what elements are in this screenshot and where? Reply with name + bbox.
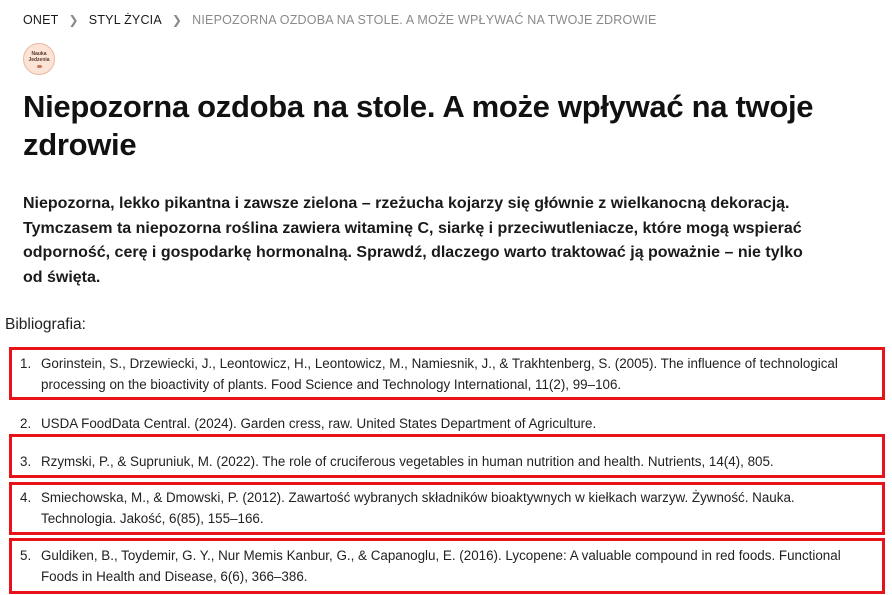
bibliography-item-number: 1. [20, 356, 32, 371]
article-title: Niepozorna ozdoba na stole. A może wpływać na twoje zdrowie [23, 89, 814, 162]
author-avatar-logo[interactable] [23, 43, 55, 75]
bibliography-item-text: Smiechowska, M., & Dmowski, P. (2012). Zawartość wybranych składników bioaktywnych w kiełkach warzyw. Żywność. Nauka. Technologia. Jakość, 6(85), 155–166. [41, 490, 795, 526]
avatar-logo-line2: Jedzenia [28, 56, 50, 63]
bibliography-item-text: Guldiken, B., Toydemir, G. Y., Nur Memis Kanbur, G., & Capanoglu, E. (2016). Lycopene: A valuable compound in red foods. Functional Foods in Health and Disease, 6(6), 366–386. [41, 548, 841, 584]
chevron-right-icon: ❯ [68, 13, 79, 27]
breadcrumb-current-article: NIEPOZORNA OZDOBA NA STOLE. A MOŻE WPŁYWAĆ NA TWOJE ZDROWIE [192, 13, 657, 27]
bibliography-item-5 [9, 538, 885, 594]
bibliography-item-4 [9, 482, 885, 535]
breadcrumb-styl-zycia[interactable]: STYL ŻYCIA [88, 13, 162, 27]
breadcrumb-onet[interactable]: ONET [23, 13, 59, 27]
logo-mark-icon [37, 65, 42, 68]
bibliography-item-text: Gorinstein, S., Drzewiecki, J., Leontowicz, H., Leontowicz, M., Namiesnik, J., & Trakhtenberg, S. (2005). The influence of technological processing on the bioactivity of plants. Food Science and Technology International, 11(2), 99–106. [41, 356, 838, 392]
bibliography-item-text: Rzymski, P., & Supruniuk, M. (2022). The role of cruciferous vegetables in human nutrition and health. Nutrients, 14(4), 805. [41, 454, 774, 469]
bibliography-item-number: 4. [20, 490, 32, 505]
bibliography-item-2 [9, 407, 885, 435]
bibliography-heading: Bibliografia: [5, 316, 86, 333]
bibliography-item-number: 5. [20, 548, 32, 563]
chevron-right-icon: ❯ [171, 13, 183, 27]
bibliography-item-text: USDA FoodData Central. (2024). Garden cress, raw. United States Department of Agriculture. [41, 416, 597, 431]
bibliography-item-1 [9, 347, 885, 400]
avatar-logo-line1: Nauka [31, 50, 47, 57]
breadcrumb [23, 12, 657, 28]
bibliography-item-number: 2. [20, 416, 32, 431]
article-lead: Niepozorna, lekko pikantna i zawsze zielona – rzeżucha kojarzy się głównie z wielkanocną dekoracją. Tymczasem ta niepozorna roślina zawiera witaminę C, siarkę i przeciwutleniacze, które mogą wspierać odporność, cerę i gospodarkę hormonalną. Sprawdź, dlaczego warto traktować ją poważnie – nie tylko od święta. [23, 195, 803, 286]
bibliography-item-3 [9, 434, 885, 478]
bibliography-item-number: 3. [20, 454, 32, 469]
